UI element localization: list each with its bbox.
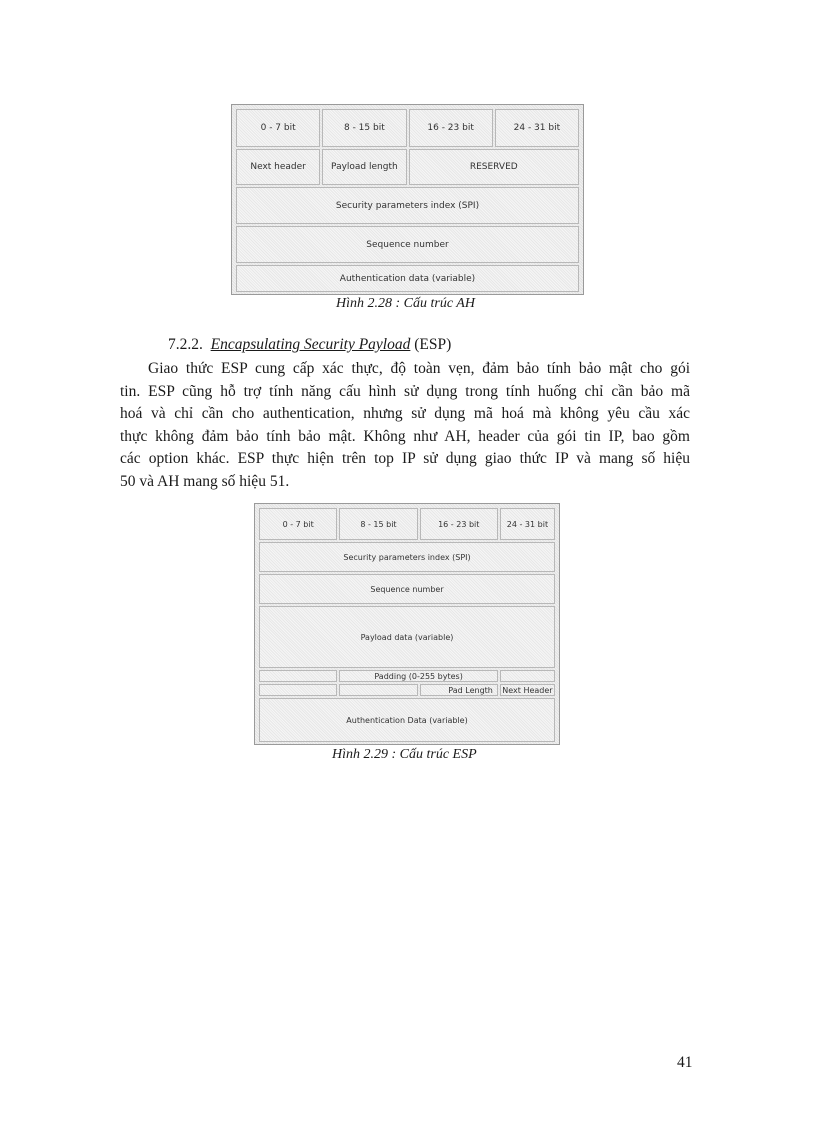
esp-structure-diagram — [254, 503, 560, 745]
ah-payload-length-field: Payload length — [322, 149, 406, 185]
ah-structure-diagram — [231, 104, 584, 295]
esp-bit-range-8-15: 8 - 15 bit — [339, 508, 417, 540]
esp-padding-field: Padding (0-255 bytes) — [339, 670, 498, 682]
paragraph-line: thực không đảm bảo tính bảo mật. Không như AH, header của gói tin IP, bao gồm — [120, 427, 690, 445]
ah-bit-range-24-31: 24 - 31 bit — [495, 109, 579, 147]
esp-payload-data-field: Payload data (variable) — [259, 606, 555, 668]
ah-figure-caption: Hình 2.28 : Cấu trúc AH — [336, 296, 475, 311]
esp-padding-empty-cell — [500, 670, 555, 682]
esp-bit-range-0-7: 0 - 7 bit — [259, 508, 337, 540]
paragraph-line: 50 và AH mang số hiệu 51. — [120, 472, 290, 490]
esp-pad-length-field: Pad Length — [420, 684, 498, 696]
ah-next-header-field: Next header — [236, 149, 320, 185]
page-number: 41 — [677, 1054, 693, 1071]
esp-description-paragraph — [120, 358, 690, 493]
ah-bit-range-0-7: 0 - 7 bit — [236, 109, 320, 147]
esp-sequence-number-field: Sequence number — [259, 574, 555, 604]
esp-next-header-field: Next Header — [500, 684, 555, 696]
ah-sequence-number-field: Sequence number — [236, 226, 579, 263]
ah-reserved-field: RESERVED — [409, 149, 580, 185]
esp-padding-empty-cell — [259, 684, 337, 696]
ah-bit-range-8-15: 8 - 15 bit — [322, 109, 406, 147]
esp-padding-empty-cell — [339, 684, 417, 696]
section-suffix: (ESP) — [414, 336, 452, 353]
paragraph-line: Giao thức ESP cung cấp xác thực, độ toàn vẹn, đảm bảo tính bảo mật cho gói — [148, 360, 690, 377]
paragraph-line: các option khác. ESP thực hiện trên top IP sử dụng giao thức IP và mang số hiệu — [120, 450, 690, 467]
esp-spi-field: Security parameters index (SPI) — [259, 542, 555, 572]
paragraph-line: tin. ESP cũng hỗ trợ tính năng cấu hình sử dụng trong tính huống chỉ cần bảo mã — [120, 382, 690, 400]
esp-bit-range-24-31: 24 - 31 bit — [500, 508, 555, 540]
section-number: 7.2.2. — [168, 336, 203, 353]
section-heading — [168, 336, 451, 354]
ah-authentication-data-field: Authentication data (variable) — [236, 265, 579, 292]
esp-figure-caption: Hình 2.29 : Cấu trúc ESP — [332, 747, 477, 762]
ah-spi-field: Security parameters index (SPI) — [236, 187, 579, 224]
paragraph-line: hoá và chỉ cần cho authentication, nhưng sử dụng mã hoá mà không yêu cầu xác — [120, 405, 690, 422]
esp-bit-range-16-23: 16 - 23 bit — [420, 508, 498, 540]
section-title: Encapsulating Security Payload — [210, 336, 411, 353]
ah-bit-range-16-23: 16 - 23 bit — [409, 109, 493, 147]
esp-padding-empty-cell — [259, 670, 337, 682]
esp-authentication-data-field: Authentication Data (variable) — [259, 698, 555, 742]
